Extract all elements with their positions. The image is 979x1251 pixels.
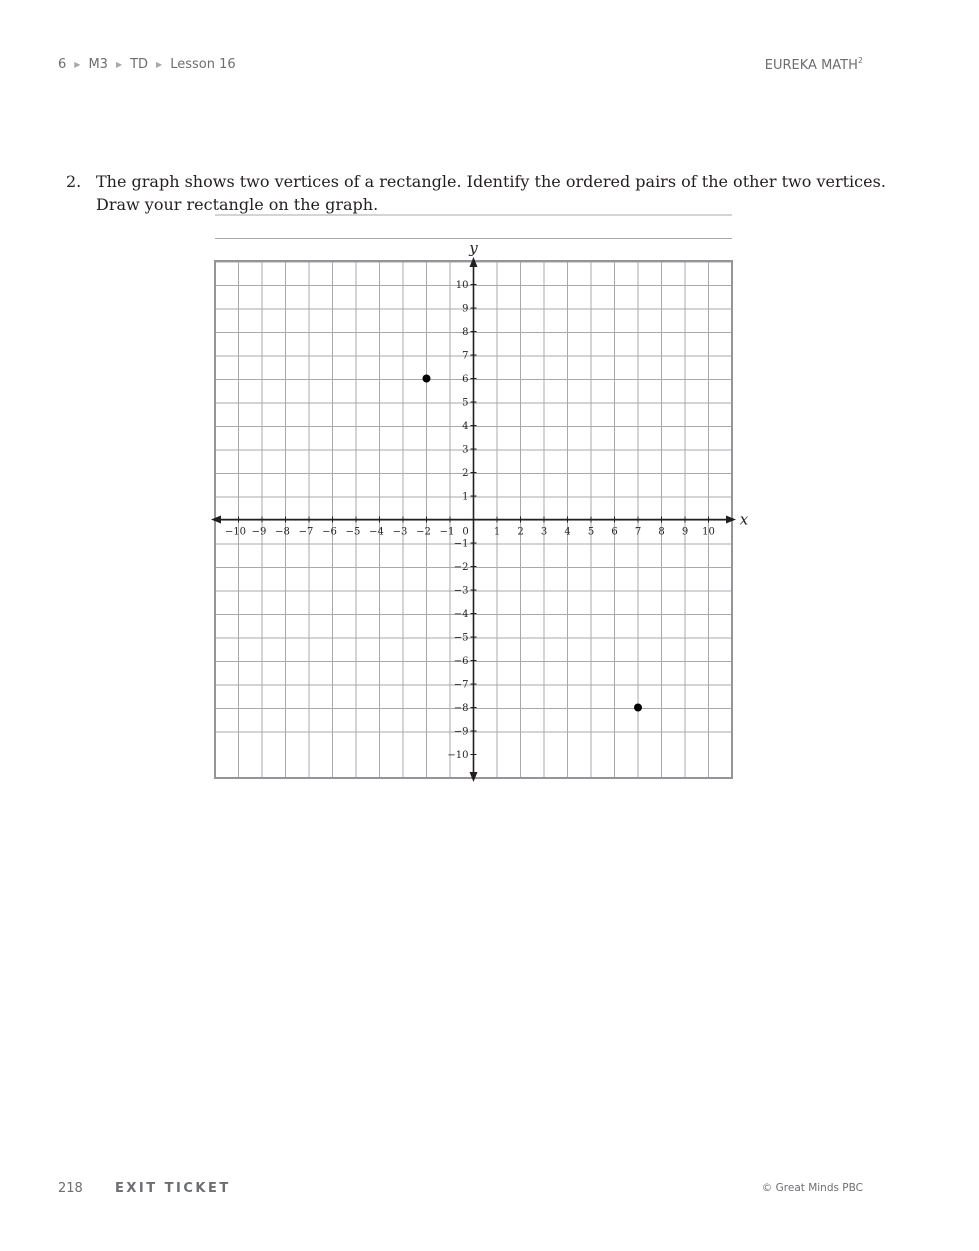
problem-text: The graph shows two vertices of a rectangle. Identify the ordered pairs of the other two vertices. Draw your rectangle on the graph. bbox=[96, 172, 886, 214]
page-footer bbox=[58, 1178, 863, 1198]
x-tick-label: 6 bbox=[611, 526, 618, 538]
x-tick-label: 4 bbox=[564, 526, 571, 538]
x-tick-label: −10 bbox=[224, 526, 247, 538]
y-tick-label: −4 bbox=[453, 609, 469, 620]
y-tick-label: −9 bbox=[453, 726, 469, 738]
breadcrumb-lesson: Lesson 16 bbox=[170, 56, 236, 72]
y-tick-label: −3 bbox=[453, 585, 469, 597]
y-tick-label: 3 bbox=[462, 444, 469, 456]
breadcrumb-topic: TD bbox=[130, 56, 149, 72]
x-tick-label: 7 bbox=[634, 526, 642, 538]
y-tick-label: 2 bbox=[462, 468, 469, 479]
y-tick-label: 1 bbox=[462, 491, 469, 503]
vertex-point bbox=[634, 704, 642, 712]
x-tick-label: −4 bbox=[369, 526, 384, 538]
x-tick-label: 5 bbox=[587, 526, 595, 538]
y-tick-label: −7 bbox=[453, 679, 469, 691]
x-tick-label: −5 bbox=[345, 526, 361, 538]
y-tick-label: 6 bbox=[462, 374, 469, 385]
brand-superscript: 2 bbox=[857, 55, 863, 65]
y-tick-label: 8 bbox=[462, 327, 469, 338]
x-tick-label: −9 bbox=[251, 526, 267, 538]
x-tick-label: 10 bbox=[702, 526, 715, 538]
x-tick-label: 0 bbox=[462, 526, 469, 538]
x-tick-label: 3 bbox=[540, 526, 548, 538]
page-number: 218 bbox=[58, 1180, 83, 1196]
x-tick-label: 1 bbox=[493, 526, 501, 538]
y-tick-label: −8 bbox=[453, 703, 469, 714]
x-tick-label: −8 bbox=[275, 526, 290, 538]
breadcrumb-separator-icon: ▶ bbox=[156, 59, 163, 69]
y-tick-label: 7 bbox=[462, 350, 469, 362]
problem-number: 2. bbox=[66, 172, 82, 191]
y-tick-label: −1 bbox=[453, 538, 469, 550]
y-tick-label: 9 bbox=[462, 303, 469, 315]
x-tick-label: 2 bbox=[517, 526, 524, 538]
y-tick-label: 5 bbox=[462, 397, 469, 409]
x-tick-label: −6 bbox=[322, 526, 337, 538]
y-tick-label: −10 bbox=[447, 750, 469, 761]
x-tick-label: 8 bbox=[658, 526, 665, 538]
x-tick-label: −2 bbox=[416, 526, 431, 538]
brand-name: EUREKA MATH bbox=[764, 57, 858, 73]
breadcrumb-grade: 6 bbox=[58, 56, 67, 72]
breadcrumb-module: M3 bbox=[88, 56, 108, 72]
y-tick-label: −6 bbox=[453, 656, 469, 667]
x-tick-label: −7 bbox=[298, 526, 314, 538]
breadcrumb-separator-icon: ▶ bbox=[115, 59, 123, 69]
x-axis-label: x bbox=[739, 510, 749, 529]
vertex-point bbox=[423, 375, 431, 383]
exit-ticket-label: EXIT TICKET bbox=[115, 1180, 231, 1196]
y-tick-label: 4 bbox=[462, 421, 469, 432]
x-tick-label: −1 bbox=[439, 526, 455, 538]
y-tick-label: −5 bbox=[453, 632, 469, 644]
y-tick-label: 10 bbox=[455, 280, 469, 291]
x-tick-label: 9 bbox=[681, 526, 689, 538]
copyright: © Great Minds PBC bbox=[761, 1182, 863, 1194]
breadcrumb-separator-icon: ▶ bbox=[74, 59, 81, 69]
y-tick-label: −2 bbox=[453, 562, 469, 573]
x-tick-label: −3 bbox=[392, 526, 408, 538]
y-axis-label: y bbox=[469, 239, 478, 257]
